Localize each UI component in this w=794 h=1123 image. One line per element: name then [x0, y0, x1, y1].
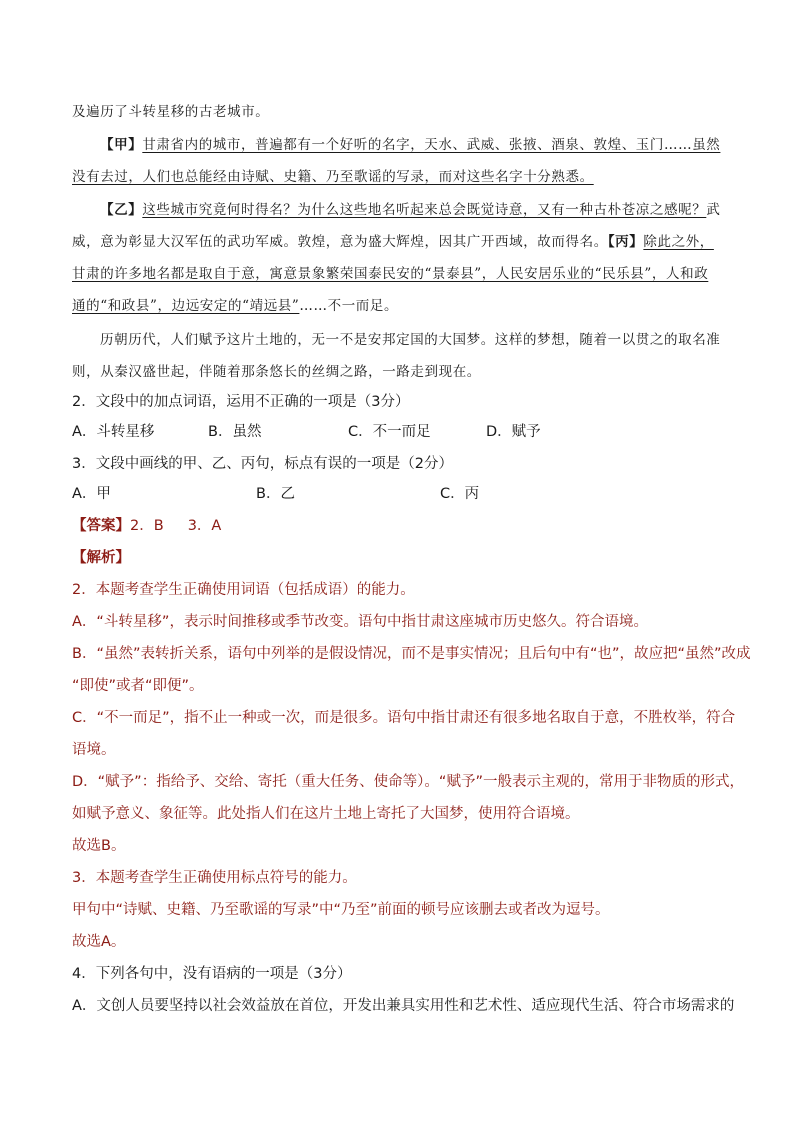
passage-jia-line-1 [100, 135, 732, 155]
analysis-line-11: 甲句中“诗赋、史籍、乃至歌谣的写录”中“乃至”前面的顿号应该删去或者改为逗号。 [72, 902, 610, 918]
jia-sentence-part-2: 没有去过，人们也总能经由诗赋、史籍、乃至歌谣的写录，而对这些名字十分熟悉。 [72, 169, 594, 185]
passage-yi-line-1 [100, 200, 732, 220]
question-4-stem: 4．下列各句中，没有语病的一项是（3分） [72, 966, 352, 982]
passage-p4-line-1: 历朝历代，人们赋予这片土地的，无一不是安邦定国的大国梦。这样的梦想，随着一以贯之的取名准 [100, 332, 721, 348]
analysis-mark: 【解析】 [72, 550, 130, 566]
analysis-line-9: 故选B。 [72, 838, 126, 854]
question-4-option-a: A．文创人员要坚持以社会效益放在首位，开发出兼具实用性和艺术性、适应现代生活、符合市场需求的 [72, 998, 735, 1014]
yi-sentence: 这些城市究竟何时得名？为什么这些地名听起来总会既觉诗意，又有一种古朴苍凉之感呢？ [142, 202, 707, 218]
bing-mark: 【丙】 [607, 234, 644, 250]
bing-sentence-part-3: 通的“和政县”，边远安定的“靖远县” [72, 298, 300, 314]
bing-sentence-part-2: 甘肃的许多地名都是取自于意，寓意景象繁荣国泰民安的“景泰县”，人民安居乐业的“民乐县”，人和政 [72, 266, 709, 282]
q2-option-d: D．赋予 [486, 424, 541, 440]
q3-option-b: B．乙 [256, 486, 295, 502]
passage-p4-line-2: 则，从秦汉盛世起，伴随着那条悠长的丝绸之路，一路走到现在。 [72, 364, 481, 380]
jia-sentence-part-1: 甘肃省内的城市，普遍都有一个好听的名字，天水、武威、张掖、酒泉、敦煌、玉门……虽然 [142, 137, 721, 153]
passage-line-1: 及遍历了斗转星移的古老城市。 [72, 104, 270, 120]
passage-text: 武 [706, 202, 721, 218]
q3-option-c: C．丙 [440, 486, 480, 502]
q3-option-a: A．甲 [72, 486, 111, 502]
analysis-line-1: 2．本题考查学生正确使用词语（包括成语）的能力。 [72, 582, 415, 598]
q2-option-c: C．不一而足 [348, 424, 431, 440]
answer-line [72, 516, 732, 536]
analysis-line-2: A．“斗转星移”，表示时间推移或季节改变。语句中指甘肃这座城市历史悠久。符合语境。 [72, 614, 648, 630]
question-2-stem: 2．文段中的加点词语，运用不正确的一项是（3分） [72, 394, 410, 410]
passage-bing-line-4 [72, 296, 732, 316]
passage-text: ……不一而足。 [299, 298, 399, 314]
analysis-line-10: 3．本题考查学生正确使用标点符号的能力。 [72, 870, 357, 886]
q2-option-a: A．斗转星移 [72, 424, 155, 440]
passage-bing-line-3 [72, 264, 732, 284]
passage-yi-line-2 [72, 232, 732, 252]
analysis-line-12: 故选A。 [72, 934, 126, 950]
analysis-line-4: “即使”或者“即便”。 [72, 678, 204, 694]
answer-2: 2．B [130, 518, 164, 534]
analysis-line-8: 如赋予意义、象征等。此处指人们在这片土地上寄托了大国梦，使用符合语境。 [72, 806, 580, 822]
answer-3: 3．A [187, 518, 222, 534]
bing-sentence-part-1: 除此之外， [643, 234, 714, 250]
analysis-line-6: 语境。 [72, 742, 116, 758]
yi-mark: 【乙】 [100, 202, 143, 218]
jia-mark: 【甲】 [100, 137, 143, 153]
analysis-line-3: B．“虽然”表转折关系，语句中列举的是假设情况，而不是事实情况；且后句中有“也”，故应把“虽然”改成 [72, 646, 751, 662]
question-3-stem: 3．文段中画线的甲、乙、丙句，标点有误的一项是（2分） [72, 456, 453, 472]
passage-jia-line-2 [72, 167, 732, 187]
q2-option-b: B．虽然 [208, 424, 262, 440]
passage-text: 威，意为彰显大汉军伍的武功军威。敦煌，意为盛大辉煌，因其广开西域，故而得名。 [72, 234, 608, 250]
answer-mark: 【答案】 [72, 518, 130, 534]
analysis-line-5: C．“不一而足”，指不止一种或一次，而是很多。语句中指甘肃还有很多地名取自于意，不胜枚举，符合 [72, 710, 736, 726]
analysis-line-7: D．“赋予”：指给予、交给、寄托（重大任务、使命等）。“赋予”一般表示主观的，常用于非物质的形式， [72, 774, 744, 790]
